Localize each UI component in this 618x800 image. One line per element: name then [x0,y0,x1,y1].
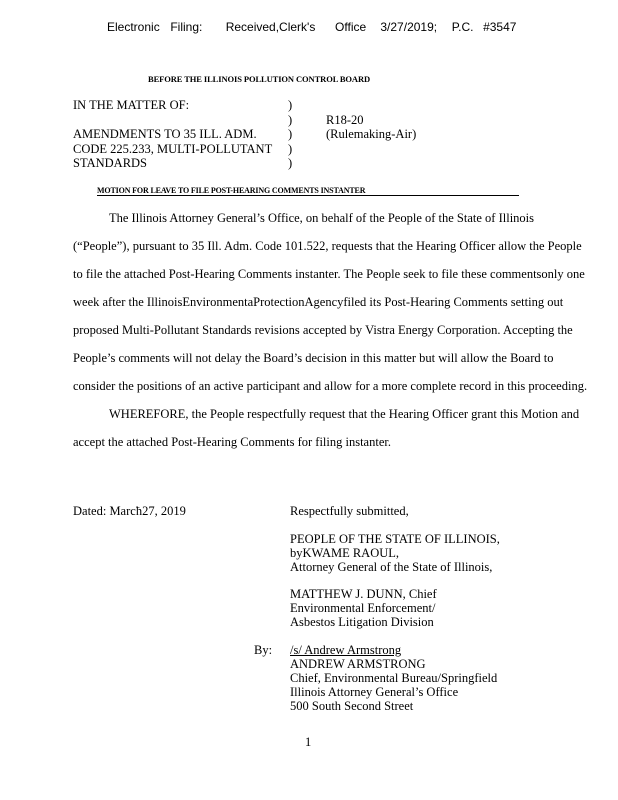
body-paragraph: The Illinois Attorney General’s Office, on behalf of the People of the State of Illinois (“People”), pursuant to 35 Ill. Adm. Code 101.522, requests that the Hearing Officer allow the People to file the attached Post-Hearing Comments instanter. The People seek to file these commentsonly one week after the IllinoisEnvironmentaProtectionAgencyfiled its Post-Hearing Comments setting out proposed Multi-Pollutant Standards revisions accepted by Vistra Energy Corporation. Accepting the People’s comments will not delay the Board’s decision in this matter but will allow the Board to consider the positions of an active participant and allow for a more complete record in this proceeding. [73,211,588,393]
division-line: Asbestos Litigation Division [290,615,434,629]
signature-party [290,532,500,574]
by-label: By: [254,643,273,657]
stamp-filing: Filing: [170,20,203,34]
caption-paren: ) [288,127,293,141]
signer-title: Chief, Environmental Bureau/Springfield [290,671,498,685]
stamp-number: #3547 [483,20,517,34]
caption-paren: ) [288,141,293,156]
motion-title: MOTION FOR LEAVE TO FILE POST-HEARING COMMENTS INSTANTER [97,186,519,196]
stamp-pc: P.C. [451,20,474,34]
board-title: BEFORE THE ILLINOIS POLLUTION CONTROL BOARD [148,74,371,84]
caption-paren: ) [288,156,293,170]
docket-number: R18-20 [326,112,364,127]
signer-office: Illinois Attorney General’s Office [290,685,459,699]
wherefore-paragraph: WHEREFORE, the People respectfully request that the Hearing Officer grant this Motion and accept the attached Post-Hearing Comments for filing instanter. [73,407,580,449]
division-line: Environmental Enforcement/ [290,601,436,615]
signer-name: ANDREW ARMSTRONG [290,657,426,671]
stamp-office: Office [335,20,367,34]
caption-left: STANDARDS [73,156,148,170]
dated-line: Dated: Marcħ27, 2019 [73,504,186,518]
caption-left: AMENDMENTS TO 35 ILL. ADM. [73,127,257,141]
signature-closing: Respectfully submitted, [290,504,409,518]
electronic-filing-stamp [107,20,516,34]
motion-body [73,204,593,456]
proceeding-type: (Rulemaking-Air) [326,127,417,141]
caption-left: IN THE MATTER OF: [73,98,190,112]
caption-left: CODE 225.233, MULTI-POLLUTANT [73,141,273,156]
caption-paren: ) [288,112,293,127]
page-number: 1 [305,735,312,749]
party-line: byKWAME RAOUL, [290,546,400,560]
stamp-date: 3/27/2019; [380,20,438,34]
signature-division [290,587,437,629]
electronic-signature: /s/ Andrew Armstrong [290,643,402,657]
caption-paren: ) [288,98,293,112]
signature-block [290,643,497,713]
signer-address: 500 South Second Street [290,699,414,713]
stamp-received: Received,Clerk's [225,20,316,34]
division-line: MATTHEW J. DUNN, Chief [290,587,437,601]
party-line: PEOPLE OF THE STATE OF ILLINOIS, [290,532,500,546]
party-line: Attorney General of the State of Illinois, [290,560,493,574]
stamp-electronic: Electronic [107,20,160,34]
